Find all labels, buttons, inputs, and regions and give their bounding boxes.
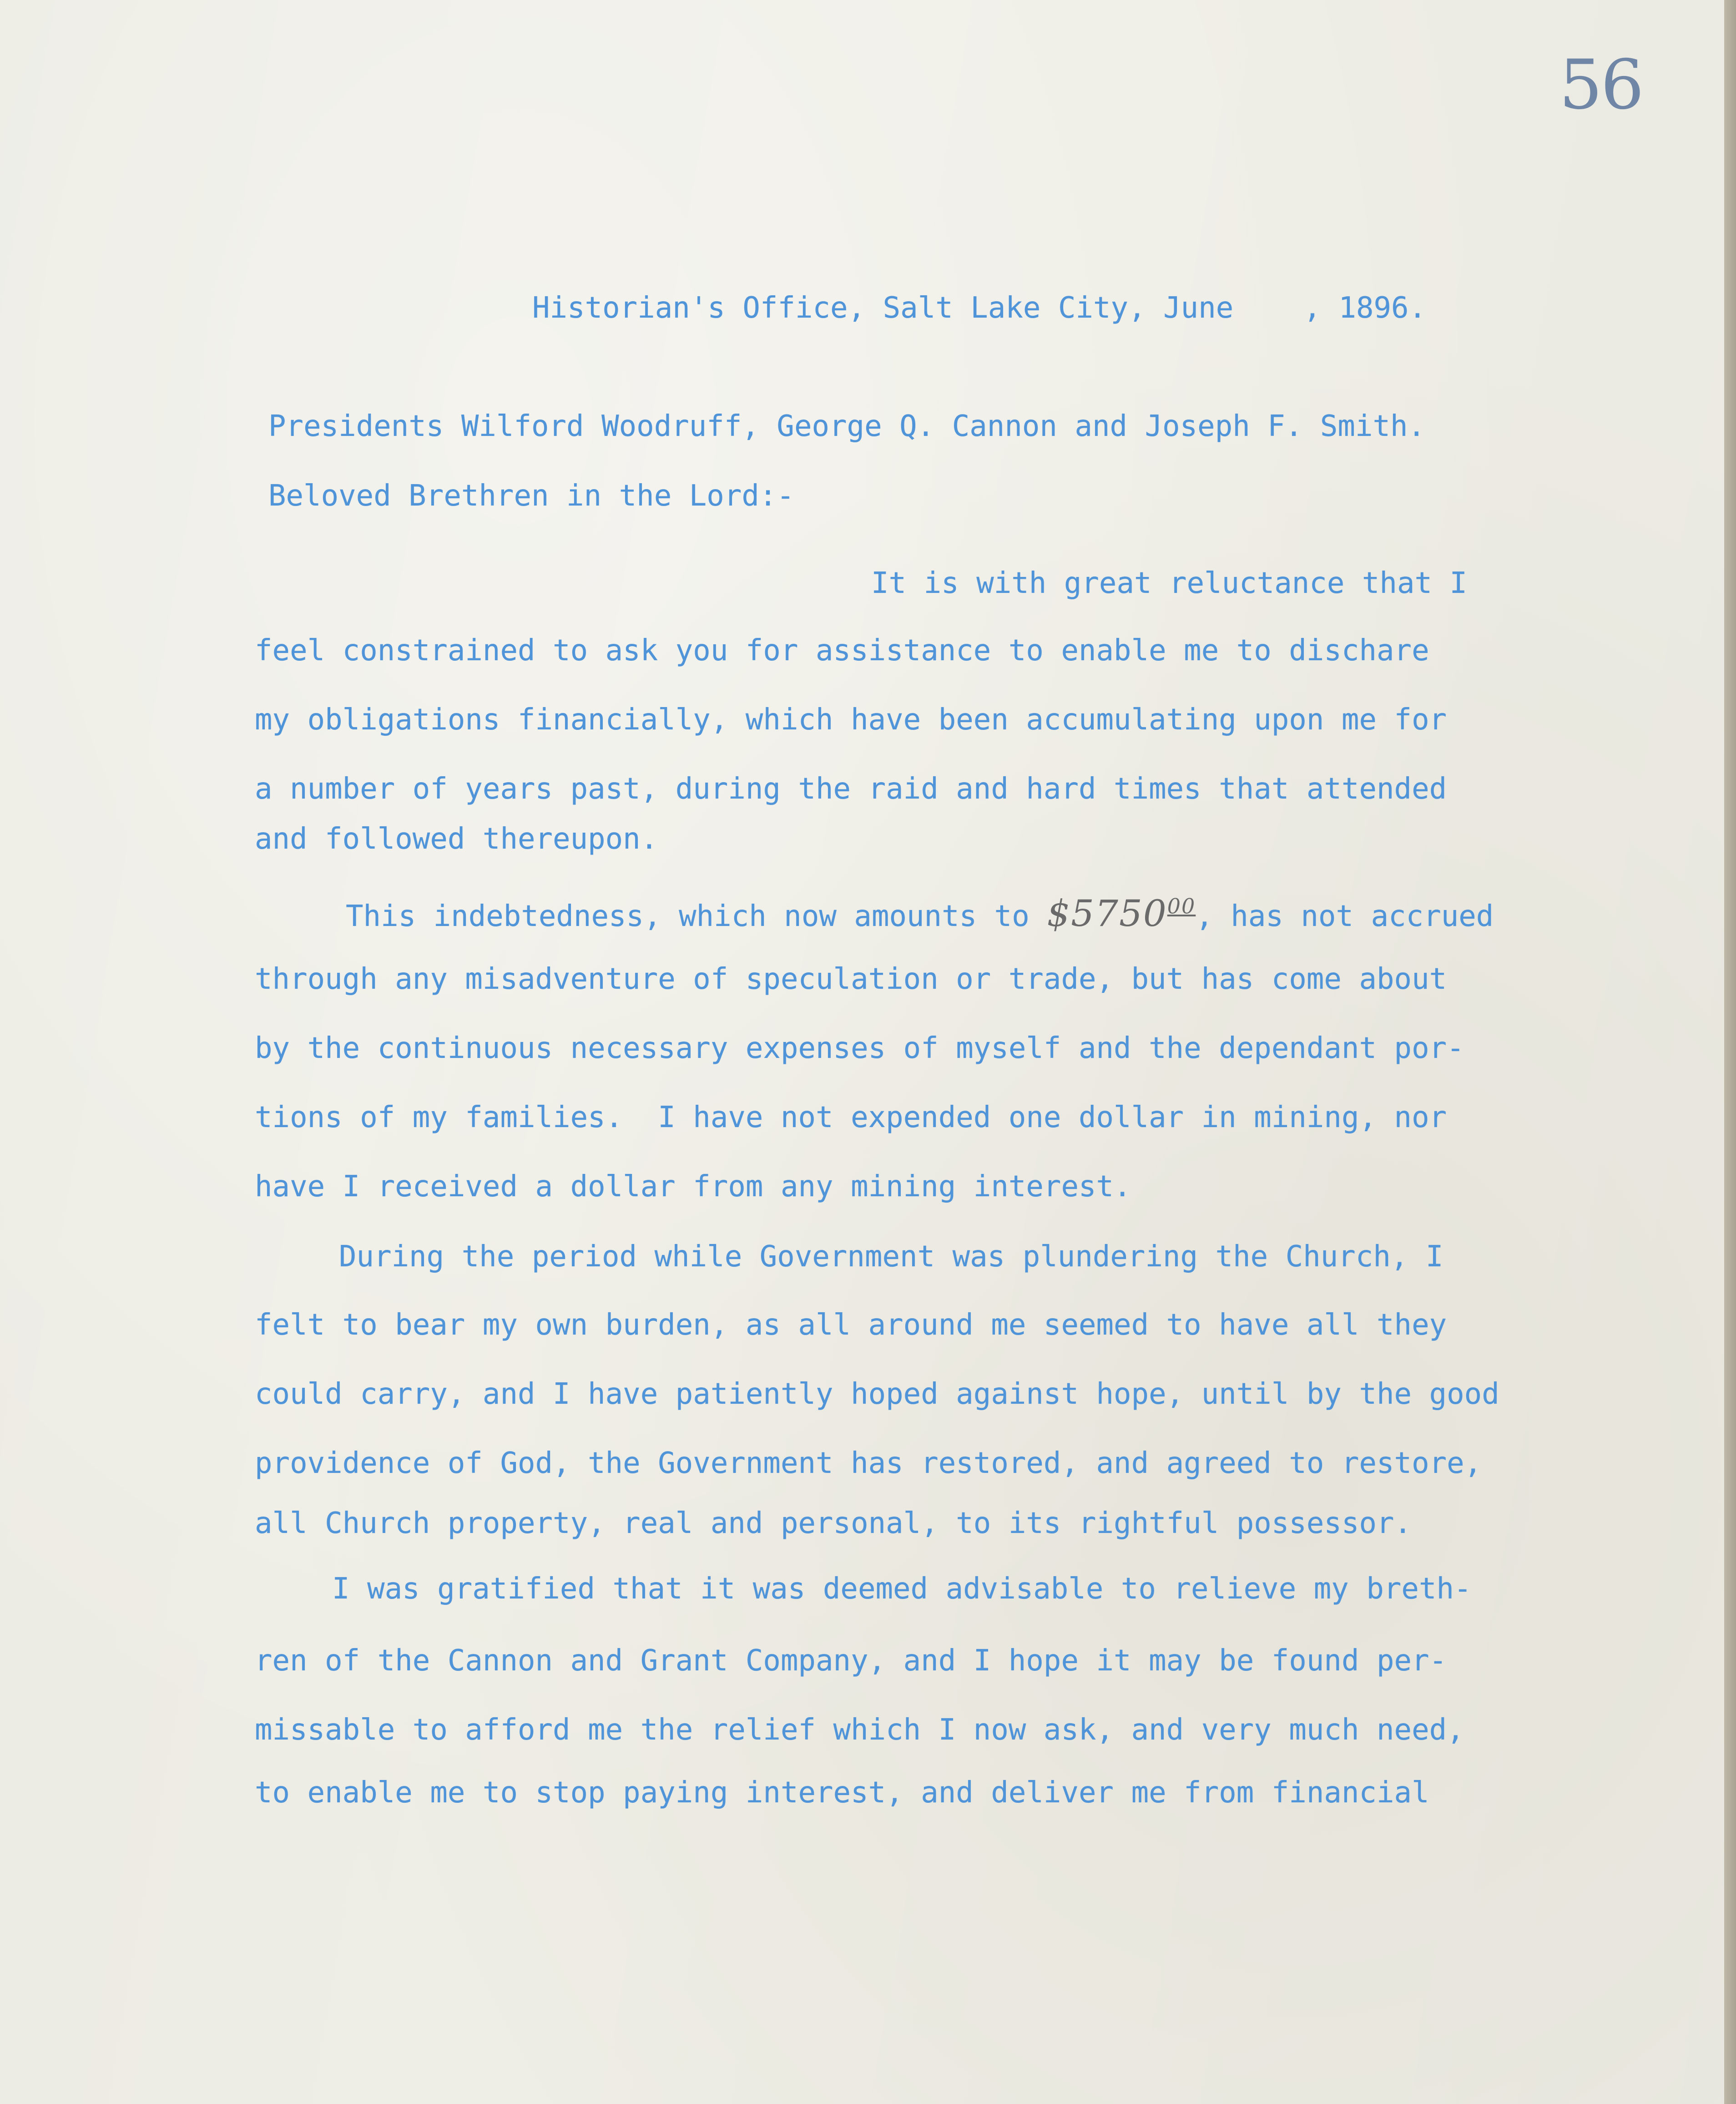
paragraph-2-line-5: have I received a dollar from any mining interest. (255, 1170, 1131, 1204)
paragraph-3-line-3: could carry, and I have patiently hoped against hope, until by the good (255, 1377, 1499, 1411)
paragraph-4-line-1: I was gratified that it was deemed advisable to relieve my breth- (332, 1572, 1472, 1606)
amount-dollars: $5750 (1047, 892, 1167, 935)
salutation: Beloved Brethren in the Lord:- (268, 479, 794, 513)
paragraph-4-line-3: missable to afford me the relief which I now ask, and very much need, (255, 1713, 1464, 1747)
page-edge (1724, 0, 1736, 2104)
paragraph-2-line-3: by the continuous necessary expenses of myself and the dependant por- (255, 1032, 1464, 1065)
paragraph-3-line-5: all Church property, real and personal, to its rightful possessor. (255, 1507, 1412, 1540)
paragraph-2-line-2: through any misadventure of speculation or trade, but has come about (255, 962, 1447, 996)
paragraph-4-line-2: ren of the Cannon and Grant Company, and I hope it may be found per- (255, 1644, 1447, 1678)
paragraph-3-line-4: providence of God, the Government has restored, and agreed to restore, (255, 1446, 1482, 1480)
paragraph-1-line-3: my obligations financially, which have been accumulating upon me for (255, 703, 1447, 737)
paragraph-2-line-4: tions of my families. I have not expended one dollar in mining, nor (255, 1101, 1447, 1134)
addressee-line: Presidents Wilford Woodruff, George Q. Cannon and Joseph F. Smith. (268, 410, 1426, 443)
paragraph-4-line-4: to enable me to stop paying interest, and deliver me from financial (255, 1776, 1429, 1810)
paragraph-2-line-1 (346, 892, 1494, 935)
paragraph-1-line-1: It is with great reluctance that I (871, 566, 1468, 600)
paragraph-2-line-1-start: This indebtedness, which now amounts to (346, 900, 1047, 933)
page-number: 56 (1559, 46, 1642, 125)
paragraph-1-line-4: a number of years past, during the raid and hard times that attended (255, 772, 1447, 806)
paragraph-2-line-1-end: , has not accrued (1196, 900, 1494, 933)
handwritten-amount (1047, 892, 1196, 935)
paragraph-1-line-5: and followed thereupon. (255, 822, 658, 856)
paragraph-1-line-2: feel constrained to ask you for assistance to enable me to dischare (255, 634, 1429, 668)
paragraph-3-line-2: felt to bear my own burden, as all around me seemed to have all they (255, 1308, 1447, 1342)
amount-cents: 00 (1167, 894, 1196, 919)
dateline: Historian's Office, Salt Lake City, June , 1896. (532, 291, 1427, 325)
paragraph-3-line-1: During the period while Government was plundering the Church, I (339, 1240, 1443, 1274)
